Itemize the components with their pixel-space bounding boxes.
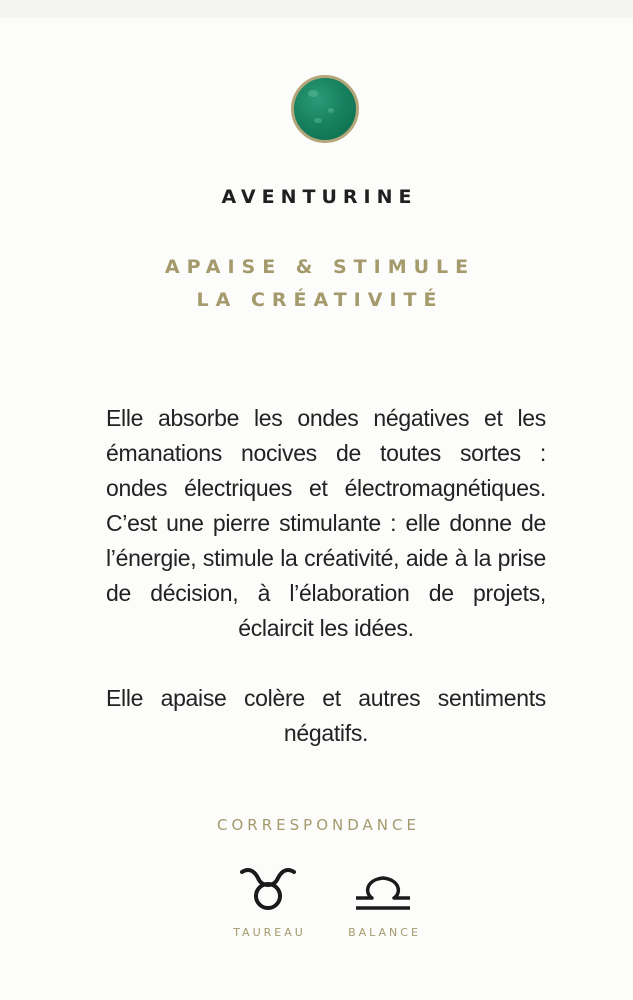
sign-taurus bbox=[208, 866, 328, 939]
taurus-icon bbox=[238, 866, 298, 912]
stone-title: AVENTURINE bbox=[221, 186, 418, 208]
stone-description bbox=[106, 401, 546, 786]
description-paragraph-2: Elle apaise colère et autres sentiments négatifs. bbox=[106, 685, 546, 746]
stone-card bbox=[0, 18, 633, 1000]
sign-taurus-label: TAUREAU bbox=[233, 926, 306, 939]
tagline-line-1: APAISE & STIMULE bbox=[164, 256, 476, 278]
stone-highlight bbox=[328, 108, 334, 113]
stone-highlight bbox=[314, 118, 322, 123]
sign-libra-label: BALANCE bbox=[348, 926, 421, 939]
description-paragraph-1: Elle absorbe les ondes négatives et les émanations nocives de toutes sortes : ondes électriques et électromagnétiques. C’est une pierre stimulante : elle donne de l’énergie, stimule la créativité, aide à la prise de décision, à l’élaboration de projets, éclaircit les idées. bbox=[106, 405, 546, 641]
stone-tagline bbox=[0, 251, 633, 317]
libra-icon bbox=[353, 866, 413, 912]
stone-highlight bbox=[308, 90, 318, 97]
correspondance-heading: CORRESPONDANCE bbox=[217, 816, 420, 834]
aventurine-stone-icon bbox=[291, 75, 359, 143]
sign-libra bbox=[323, 866, 443, 939]
tagline-line-2: LA CRÉATIVITÉ bbox=[196, 289, 444, 311]
